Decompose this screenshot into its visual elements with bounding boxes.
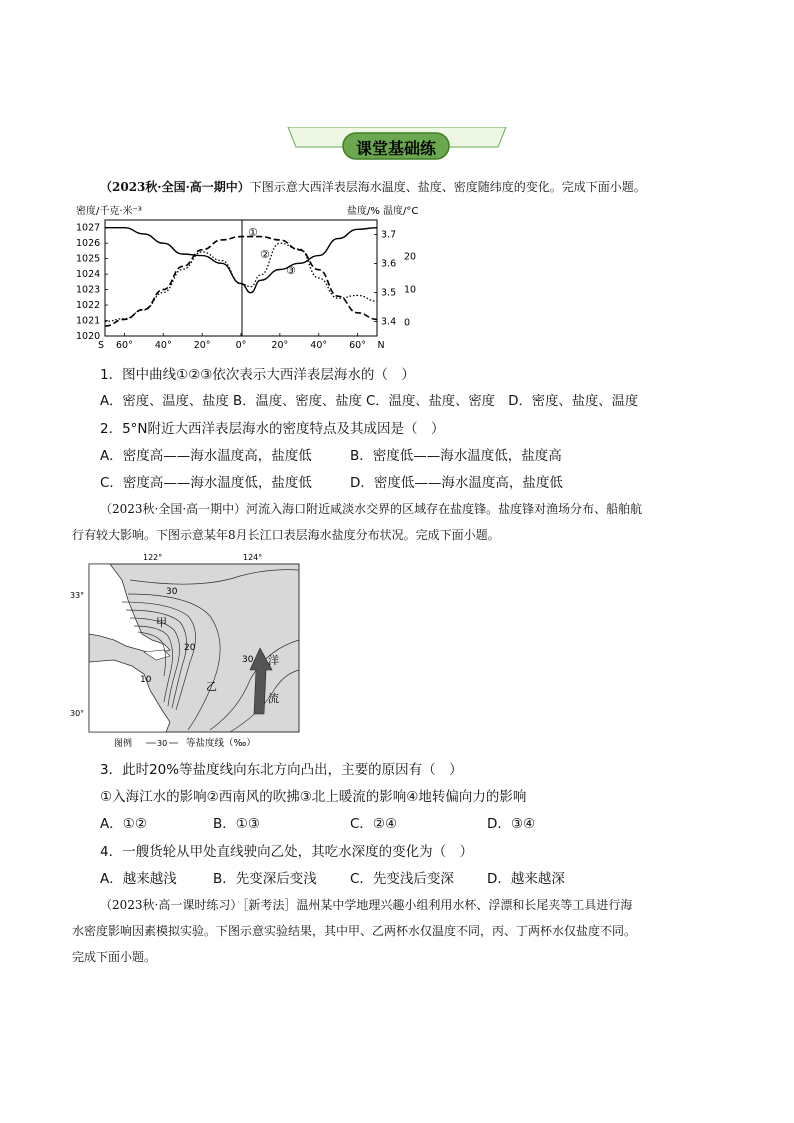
lat-30: 30° [70,709,85,718]
passage3-line1: （2023秋·高一课时练习）［新考法］温州某中学地理兴趣小组利用水杯、浮漂和长尾夹等工具进行海 [100,898,633,912]
salinity-tick-label: 3.5 [381,287,397,299]
density-tick-label: 1025 [76,253,101,265]
right-axis-title: 盐度/% 温度/°C [347,206,418,217]
lon-122: 122° [143,553,163,562]
salinity-tick-label: 3.7 [381,229,397,241]
q3-option-a[interactable]: A．①② [100,816,147,832]
lat-33: 33° [70,591,85,600]
passage2-line2: 行有较大影响。下图示意某年8月长江口表层海水盐度分布状况。完成下面小题。 [72,528,500,542]
q1-stem: 1．图中曲线①②③依次表示大西洋表层海水的（ ） [100,367,415,383]
q4-option-b[interactable]: B．先变深后变浅 [213,871,317,887]
passage1 [100,178,646,195]
density-tick-label: 1027 [76,222,101,234]
temperature-tick-label: 0 [404,317,411,329]
q3-option-d[interactable]: D．③④ [487,816,536,832]
curve-label-1: ① [248,226,258,239]
q4-option-c[interactable]: C．先变浅后变深 [350,871,454,887]
atlantic-chart [72,200,418,352]
x-tick-label: N [377,340,385,351]
q2-option-d[interactable]: D．密度低——海水温度高，盐度低 [350,475,563,491]
curve-2-salinity [105,243,377,321]
q3-choices: ①入海江水的影响②西南风的吹拂③北上暖流的影响④地转偏向力的影响 [100,789,527,805]
label-ocean: 洋 [268,654,279,667]
passage1-text: 下图示意大西洋表层海水温度、盐度、密度随纬度的变化。完成下面小题。 [249,180,646,194]
density-tick-label: 1021 [76,315,101,327]
curve-label-3: ③ [286,264,296,277]
banner-title: 课堂基础练 [355,139,436,158]
density-tick-label: 1022 [76,300,101,312]
density-tick-label: 1023 [76,284,101,296]
density-tick-label: 1020 [76,331,101,342]
section-banner [286,127,508,163]
salinity-tick-label: 3.4 [381,316,397,328]
x-tick-label: S [97,340,105,351]
legend-label: 图例 [114,739,133,749]
lon-124: 124° [243,553,263,562]
q3-option-c[interactable]: C．②④ [350,816,398,832]
iso-label-30-east: 30 [242,655,254,665]
passage1-source: （2023秋·全国·高一期中） [100,180,250,194]
x-tick-label: 20° [193,340,211,351]
label-jia: 甲 [156,616,167,629]
x-tick-label: 60° [349,340,366,351]
left-axis-title: 密度/千克·米⁻³ [76,206,142,217]
label-current: 流 [268,692,279,705]
x-tick-label: 0° [235,340,247,351]
yangtze-salinity-map [70,550,310,750]
legend-text: 等盐度线（‰） [186,738,256,749]
iso-label-30-north: 30 [166,587,178,597]
q3-stem: 3．此时20%等盐度线向东北方向凸出，主要的原因有（ ） [100,762,463,778]
x-tick-label: 40° [154,340,172,351]
q3-option-b[interactable]: B．①③ [213,816,260,832]
density-tick-label: 1024 [76,269,101,281]
curve-1-temperature [105,237,377,327]
q4-option-d[interactable]: D．越来越深 [487,871,565,887]
q2-option-c[interactable]: C．密度高——海水温度低，盐度低 [100,475,312,491]
q1-options[interactable]: A．密度、温度、盐度 B．温度、密度、盐度 C．温度、盐度、密度 D．密度、盐度、温度 [100,394,639,409]
q2-option-a[interactable]: A．密度高——海水温度高，盐度低 [100,448,312,464]
q2-stem: 2．5°N附近大西洋表层海水的密度特点及其成因是（ ） [100,421,445,437]
passage3-line2: 水密度影响因素模拟实验。下图示意实验结果，其中甲、乙两杯水仅温度不同，丙、丁两杯水仅盐度不同。 [72,924,637,938]
q4-stem: 4．一艘货轮从甲处直线驶向乙处，其吃水深度的变化为（ ） [100,844,474,860]
iso-label-20: 20 [184,643,196,653]
density-tick-label: 1026 [76,238,101,250]
passage3-line3: 完成下面小题。 [72,950,157,964]
iso-label-10: 10 [140,675,152,685]
curve-label-2: ② [260,248,270,261]
q4-option-a[interactable]: A．越来越浅 [100,871,177,887]
temperature-tick-label: 10 [404,284,417,296]
temperature-tick-label: 20 [404,251,417,263]
passage2-line1: （2023秋·全国·高一期中）河流入海口附近咸淡水交界的区域存在盐度锋。盐度锋对渔场分布、船舶航 [100,502,643,516]
salinity-tick-label: 3.6 [381,258,397,270]
q2-option-b[interactable]: B．密度低——海水温度低，盐度高 [350,448,562,464]
x-tick-label: 20° [271,340,289,351]
curve-3-density [105,228,377,293]
legend-value: 30 [157,739,168,748]
x-tick-label: 40° [310,340,328,351]
x-tick-label: 60° [116,340,133,351]
label-yi: 乙 [206,680,217,693]
